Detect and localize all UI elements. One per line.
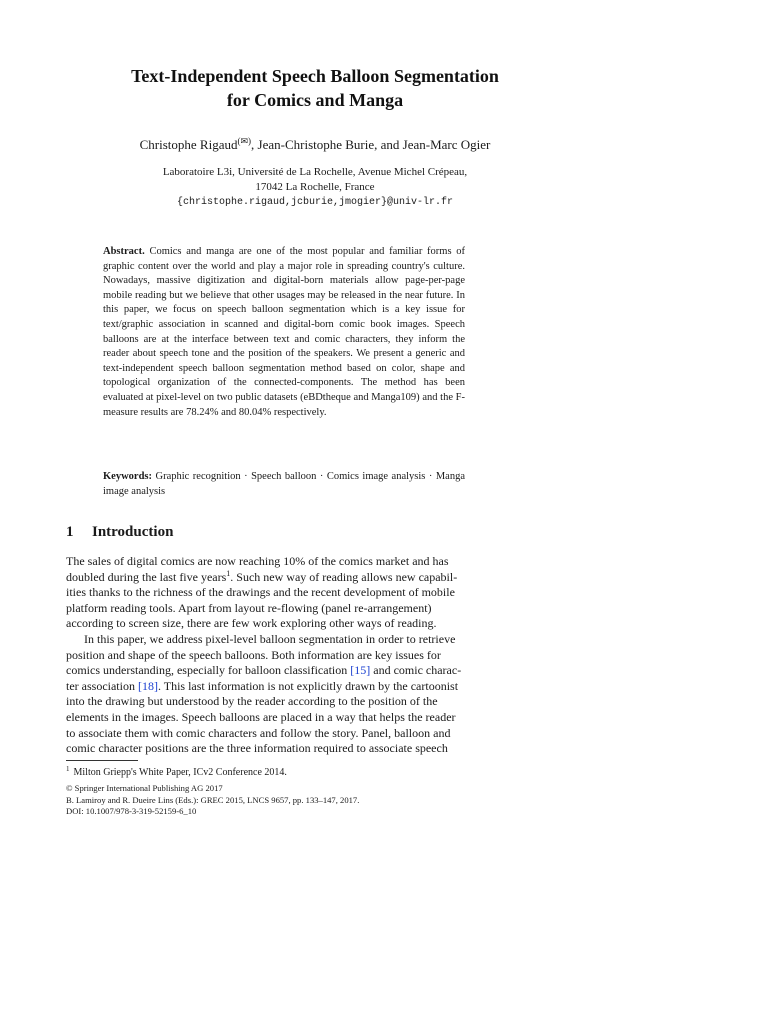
- abstract: [103, 245, 465, 420]
- copyright-line: © Springer International Publishing AG 2017: [66, 783, 223, 793]
- footnote-rule: [66, 760, 138, 761]
- body-text-span: comics understanding, especially for balloon classification: [66, 663, 348, 678]
- title-line-2: for Comics and Manga: [226, 90, 404, 110]
- doi-line: DOI: 10.1007/978-3-319-52159-6_10: [66, 806, 197, 816]
- body-line: ities thanks to the richness of the drawings and the recent development of mobile: [66, 585, 455, 600]
- body-line: according to screen size, there are few work exploring other ways of reading.: [66, 616, 437, 631]
- body-text-span: ter association: [66, 678, 135, 693]
- body-line: comic character positions are the three information required to associate speech: [66, 741, 448, 756]
- body-line: elements in the images. Speech balloons are placed in a way that helps the reader: [66, 709, 456, 724]
- footnote-mark: 1: [66, 765, 70, 773]
- section-number: 1: [66, 524, 74, 540]
- body-text-span: and comic charac-: [373, 663, 462, 678]
- body-line: [66, 679, 502, 695]
- body-text-span: doubled during the last five years: [66, 569, 227, 584]
- footnote-text: Milton Griepp's White Paper, ICv2 Conference 2014.: [73, 767, 287, 778]
- author-1: Christophe Rigaud: [139, 137, 238, 152]
- affiliation-line-2: 17042 La Rochelle, France: [255, 181, 375, 193]
- citation-line: B. Lamiroy and R. Dueire Lins (Eds.): GREC 2015, LNCS 9657, pp. 133–147, 2017.: [66, 794, 360, 805]
- body-text-span: . Such new way of reading allows new capabil-: [230, 569, 458, 584]
- body-text-span: . This last information is not explicitly drawn by the cartoonist: [157, 678, 459, 693]
- keywords-label: Keywords:: [103, 471, 152, 482]
- body-line: into the drawing but understood by the reader according to the position of the: [66, 694, 438, 709]
- body-line: The sales of digital comics are now reaching 10% of the comics market and has: [66, 554, 449, 568]
- abstract-label: Abstract.: [103, 246, 145, 257]
- section-title: Introduction: [92, 524, 174, 540]
- footnote: [66, 766, 502, 780]
- body-line-part: [66, 679, 458, 695]
- keywords: [103, 470, 465, 499]
- title-line-1: Text-Independent Speech Balloon Segmentation: [131, 66, 499, 86]
- affiliation-line-1: Laboratoire L3i, Université de La Rochelle, Avenue Michel Crépeau,: [162, 166, 468, 178]
- author-list: [60, 136, 570, 154]
- body-text: [66, 554, 502, 757]
- body-line-part: [66, 663, 461, 679]
- author-emails: {christophe.rigaud,jcburie,jmogier}@univ-lr.fr: [176, 197, 454, 208]
- keywords-text: Graphic recognition · Speech balloon · Comics image analysis · Manga image analysis: [103, 471, 465, 497]
- body-line: [66, 570, 502, 586]
- abstract-text: Comics and manga are one of the most popular and familiar forms of graphic content over the world and play a major role in spreading country's culture. Nowadays, massive digitization and digital-born materials allow page-per-page mobile reading but we believe that other usages may be released in the near future. In this paper, we focus on speech balloon segmentation which is a key issue for text/graphic association in scanned and digital-born comic book images. Speech balloons are at the interface between text and comic characters, they inform the reader about speech tone and the position of the speakers. We present a generic and text-independent speech balloon segmentation method based on color, shape and topological organization of the connected-components. The method has been evaluated at pixel-level on two public datasets (eBDtheque and Manga109) and the F-measure results are 78.24% and 80.04% respectively.: [103, 246, 466, 418]
- citation-link[interactable]: [15]: [350, 663, 371, 678]
- affiliation: [60, 165, 570, 210]
- authors-rest: , Jean-Christophe Burie, and Jean-Marc Ogier: [251, 137, 491, 152]
- body-line: [66, 663, 502, 679]
- paper-title: [60, 64, 570, 112]
- body-line: to associate them with comic characters and follow the story. Panel, balloon and: [66, 725, 451, 740]
- copyright-block: [66, 783, 502, 818]
- body-line: position and shape of the speech balloons. Both information are key issues for: [66, 647, 441, 662]
- citation-link[interactable]: [18]: [137, 678, 158, 693]
- section-heading: [66, 522, 502, 542]
- body-line: In this paper, we address pixel-level balloon segmentation in order to retrieve: [84, 631, 456, 646]
- body-line: platform reading tools. Apart from layout re-flowing (panel re-arrangement): [66, 600, 432, 615]
- footnote-ref[interactable]: 1: [226, 568, 231, 578]
- body-line-part: [66, 570, 457, 586]
- corresponding-author-mark: (✉): [237, 136, 252, 146]
